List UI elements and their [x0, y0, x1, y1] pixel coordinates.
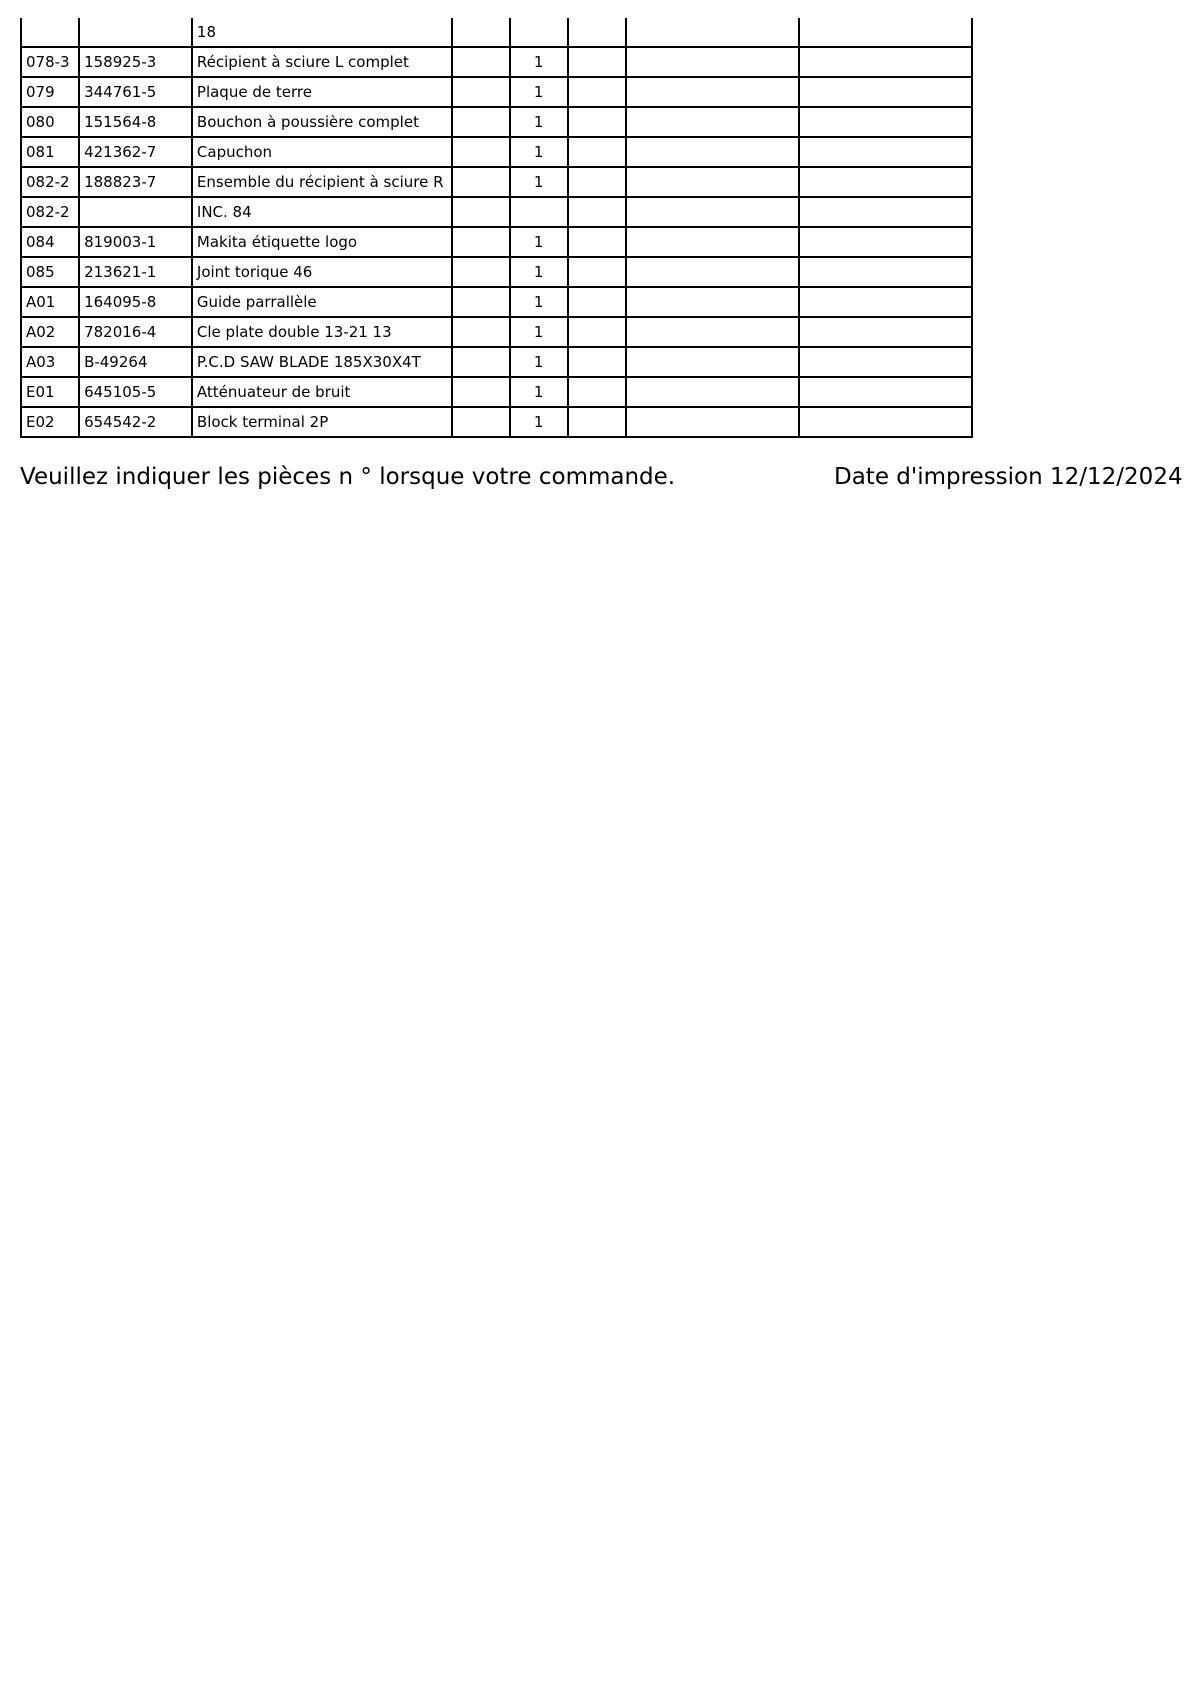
- empty-cell: [568, 107, 626, 137]
- reference-cell: 782016-4: [79, 317, 192, 347]
- table-row: [21, 377, 972, 407]
- empty-cell: [626, 137, 799, 167]
- quantity-cell: 1: [510, 287, 568, 317]
- empty-cell: [568, 407, 626, 437]
- empty-cell: [452, 287, 510, 317]
- empty-cell: [799, 107, 972, 137]
- quantity-cell: 1: [510, 47, 568, 77]
- order-instruction-note: Veuillez indiquer les pièces n ° lorsque votre commande.: [20, 464, 676, 490]
- empty-cell: [799, 317, 972, 347]
- table-row: [21, 137, 972, 167]
- empty-cell: [626, 47, 799, 77]
- description-cell: Bouchon à poussière complet: [192, 107, 452, 137]
- reference-cell: 164095-8: [79, 287, 192, 317]
- part-number-cell: 080: [21, 107, 79, 137]
- part-number-cell: E02: [21, 407, 79, 437]
- empty-cell: [568, 47, 626, 77]
- empty-cell: [799, 77, 972, 107]
- table-row: [21, 77, 972, 107]
- part-number-cell: A02: [21, 317, 79, 347]
- empty-cell: [626, 227, 799, 257]
- description-cell: Joint torique 46: [192, 257, 452, 287]
- empty-cell: [626, 18, 799, 47]
- empty-cell: [626, 197, 799, 227]
- empty-cell: [626, 257, 799, 287]
- table-row: [21, 317, 972, 347]
- empty-cell: [626, 347, 799, 377]
- empty-cell: [568, 257, 626, 287]
- empty-cell: [799, 287, 972, 317]
- description-cell: P.C.D SAW BLADE 185X30X4T: [192, 347, 452, 377]
- empty-cell: [626, 77, 799, 107]
- part-number-cell: 081: [21, 137, 79, 167]
- quantity-cell: 1: [510, 257, 568, 287]
- part-number-cell: E01: [21, 377, 79, 407]
- quantity-cell: 1: [510, 407, 568, 437]
- empty-cell: [452, 18, 510, 47]
- empty-cell: [452, 317, 510, 347]
- part-number-cell: 082-2: [21, 167, 79, 197]
- quantity-cell: [510, 197, 568, 227]
- quantity-cell: 1: [510, 227, 568, 257]
- parts-table: [20, 18, 973, 438]
- description-cell: Cle plate double 13-21 13: [192, 317, 452, 347]
- reference-cell: 188823-7: [79, 167, 192, 197]
- table-row: [21, 227, 972, 257]
- quantity-cell: 1: [510, 347, 568, 377]
- empty-cell: [799, 18, 972, 47]
- parts-table-body: [21, 18, 972, 437]
- reference-cell: 645105-5: [79, 377, 192, 407]
- empty-cell: [799, 167, 972, 197]
- empty-cell: [799, 137, 972, 167]
- empty-cell: [452, 197, 510, 227]
- empty-cell: [626, 377, 799, 407]
- reference-cell: 158925-3: [79, 47, 192, 77]
- empty-cell: [799, 377, 972, 407]
- empty-cell: [568, 227, 626, 257]
- reference-cell: 151564-8: [79, 107, 192, 137]
- print-date: Date d'impression 12/12/2024: [834, 464, 1183, 490]
- empty-cell: [626, 317, 799, 347]
- reference-cell: 819003-1: [79, 227, 192, 257]
- part-number-cell: [21, 18, 79, 47]
- table-row: [21, 347, 972, 377]
- empty-cell: [568, 167, 626, 197]
- description-cell: Makita étiquette logo: [192, 227, 452, 257]
- table-row: [21, 197, 972, 227]
- reference-cell: B-49264: [79, 347, 192, 377]
- description-cell: Atténuateur de bruit: [192, 377, 452, 407]
- empty-cell: [452, 137, 510, 167]
- table-row: [21, 257, 972, 287]
- empty-cell: [799, 347, 972, 377]
- empty-cell: [452, 47, 510, 77]
- reference-cell: 654542-2: [79, 407, 192, 437]
- empty-cell: [626, 287, 799, 317]
- empty-cell: [568, 317, 626, 347]
- empty-cell: [452, 257, 510, 287]
- description-cell: Capuchon: [192, 137, 452, 167]
- empty-cell: [799, 227, 972, 257]
- table-row: [21, 18, 972, 47]
- empty-cell: [568, 18, 626, 47]
- part-number-cell: A03: [21, 347, 79, 377]
- quantity-cell: 1: [510, 317, 568, 347]
- empty-cell: [452, 167, 510, 197]
- empty-cell: [626, 107, 799, 137]
- quantity-cell: [510, 18, 568, 47]
- part-number-cell: 079: [21, 77, 79, 107]
- empty-cell: [452, 377, 510, 407]
- table-row: [21, 107, 972, 137]
- empty-cell: [452, 227, 510, 257]
- reference-cell: 421362-7: [79, 137, 192, 167]
- quantity-cell: 1: [510, 137, 568, 167]
- description-cell: Guide parrallèle: [192, 287, 452, 317]
- reference-cell: 344761-5: [79, 77, 192, 107]
- description-cell: Plaque de terre: [192, 77, 452, 107]
- empty-cell: [626, 407, 799, 437]
- reference-cell: 213621-1: [79, 257, 192, 287]
- empty-cell: [568, 197, 626, 227]
- part-number-cell: 084: [21, 227, 79, 257]
- part-number-cell: A01: [21, 287, 79, 317]
- empty-cell: [452, 107, 510, 137]
- empty-cell: [452, 407, 510, 437]
- quantity-cell: 1: [510, 107, 568, 137]
- reference-cell: [79, 197, 192, 227]
- description-cell: Block terminal 2P: [192, 407, 452, 437]
- empty-cell: [452, 347, 510, 377]
- empty-cell: [452, 77, 510, 107]
- empty-cell: [626, 167, 799, 197]
- empty-cell: [799, 197, 972, 227]
- empty-cell: [799, 257, 972, 287]
- empty-cell: [799, 407, 972, 437]
- quantity-cell: 1: [510, 77, 568, 107]
- empty-cell: [568, 287, 626, 317]
- part-number-cell: 085: [21, 257, 79, 287]
- empty-cell: [568, 77, 626, 107]
- quantity-cell: 1: [510, 167, 568, 197]
- description-cell: Ensemble du récipient à sciure R: [192, 167, 452, 197]
- empty-cell: [568, 347, 626, 377]
- empty-cell: [568, 377, 626, 407]
- part-number-cell: 078-3: [21, 47, 79, 77]
- description-cell: INC. 84: [192, 197, 452, 227]
- empty-cell: [799, 47, 972, 77]
- empty-cell: [568, 137, 626, 167]
- description-cell: 18: [192, 18, 452, 47]
- table-row: [21, 167, 972, 197]
- table-row: [21, 407, 972, 437]
- part-number-cell: 082-2: [21, 197, 79, 227]
- quantity-cell: 1: [510, 377, 568, 407]
- description-cell: Récipient à sciure L complet: [192, 47, 452, 77]
- table-row: [21, 47, 972, 77]
- table-row: [21, 287, 972, 317]
- reference-cell: [79, 18, 192, 47]
